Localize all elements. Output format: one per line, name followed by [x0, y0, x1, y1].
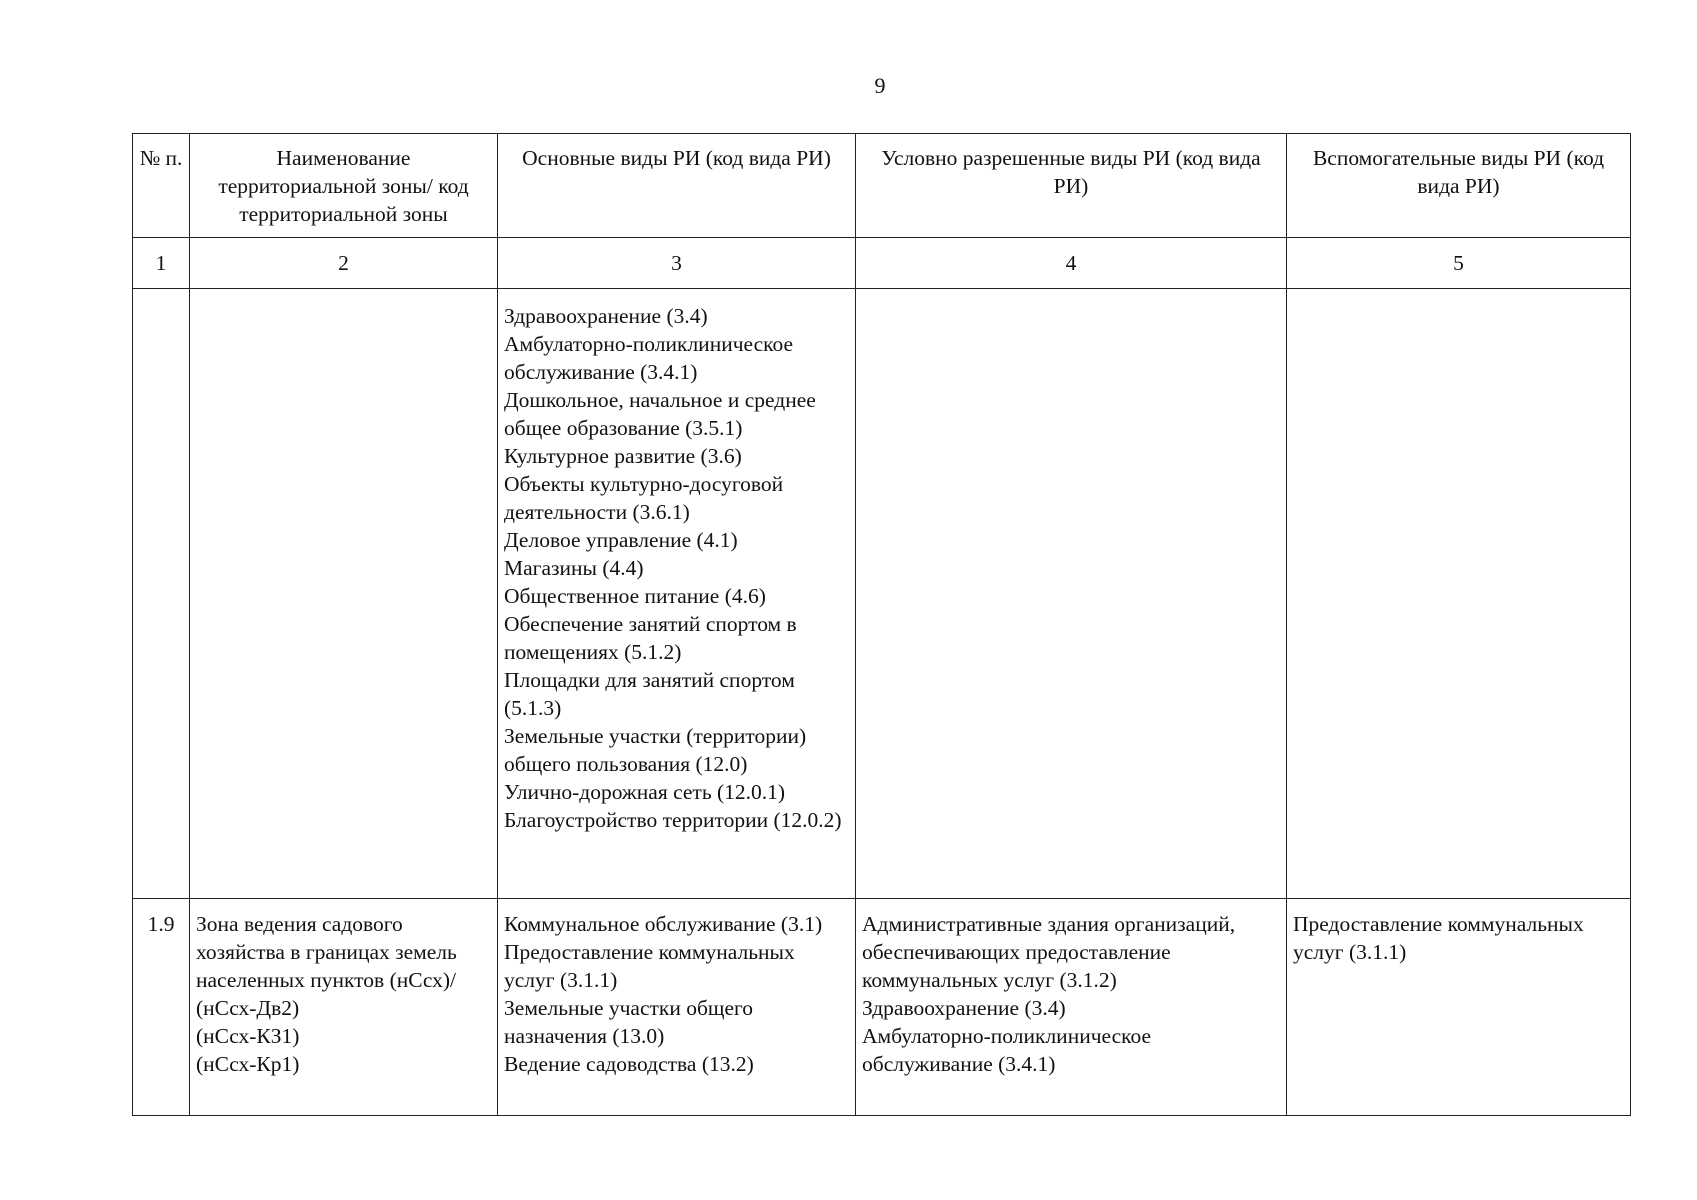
zone-name-cell	[190, 289, 498, 899]
zone-code: (нСсх-Дв2)	[196, 996, 300, 1020]
column-number: 5	[1287, 238, 1631, 289]
list-item: Административные здания организаций, обеспечивающих предоставление коммунальных услуг (3.1.2)	[862, 912, 1236, 992]
list-item: Площадки для занятий спортом (5.1.3)	[504, 668, 795, 720]
list-item: Предоставление коммунальных услуг (3.1.1)	[504, 940, 795, 992]
column-number-row	[133, 238, 1631, 289]
zone-name: Зона ведения садового хозяйства в границах земель населенных пунктов (нСсх)/	[196, 912, 457, 992]
auxiliary-uses-cell	[1287, 289, 1631, 899]
header-zone-name: Наименование территориальной зоны/ код территориальной зоны	[190, 134, 498, 238]
zone-code: (нСсх-КЗ1)	[196, 1024, 300, 1048]
zone-code: (нСсх-Кр1)	[196, 1052, 300, 1076]
main-uses-cell	[498, 899, 856, 1116]
header-number: № п.	[133, 134, 190, 238]
list-item: Амбулаторно-поликлиническое обслуживание (3.4.1)	[504, 332, 794, 384]
list-item: Благоустройство территории (12.0.2)	[504, 808, 842, 832]
list-item: Амбулаторно-поликлиническое обслуживание (3.4.1)	[862, 1024, 1152, 1076]
list-item: Общественное питание (4.6)	[504, 584, 766, 608]
list-item: Улично-дорожная сеть (12.0.1)	[504, 780, 786, 804]
column-number: 3	[498, 238, 856, 289]
conditional-uses-cell	[856, 289, 1287, 899]
list-item: Магазины (4.4)	[504, 556, 644, 580]
conditional-uses-cell	[856, 899, 1287, 1116]
column-number: 1	[133, 238, 190, 289]
list-item: Обеспечение занятий спортом в помещениях (5.1.2)	[504, 612, 797, 664]
zoning-table	[132, 133, 1631, 1116]
table-header-row	[133, 134, 1631, 238]
list-item: Деловое управление (4.1)	[504, 528, 738, 552]
list-item: Предоставление коммунальных услуг (3.1.1)	[1293, 912, 1584, 964]
row-number: 1.9	[133, 899, 190, 1116]
header-conditional-uses: Условно разрешенные виды РИ (код вида РИ)	[856, 134, 1287, 238]
list-item: Коммунальное обслуживание (3.1)	[504, 912, 823, 936]
header-auxiliary-uses: Вспомогательные виды РИ (код вида РИ)	[1287, 134, 1631, 238]
column-number: 4	[856, 238, 1287, 289]
header-main-uses: Основные виды РИ (код вида РИ)	[498, 134, 856, 238]
page-number: 9	[874, 73, 886, 98]
list-item: Здравоохранение (3.4)	[862, 996, 1066, 1020]
list-item: Здравоохранение (3.4)	[504, 304, 708, 328]
auxiliary-uses-cell	[1287, 899, 1631, 1116]
table-row	[133, 289, 1631, 899]
row-number	[133, 289, 190, 899]
list-item: Объекты культурно-досуговой деятельности (3.6.1)	[504, 472, 784, 524]
list-item: Земельные участки (территории) общего пользования (12.0)	[504, 724, 807, 776]
list-item: Земельные участки общего назначения (13.0)	[504, 996, 754, 1048]
table-row	[133, 899, 1631, 1116]
main-uses-cell	[498, 289, 856, 899]
list-item: Ведение садоводства (13.2)	[504, 1052, 754, 1076]
column-number: 2	[190, 238, 498, 289]
zone-name-cell	[190, 899, 498, 1116]
list-item: Дошкольное, начальное и среднее общее образование (3.5.1)	[504, 388, 816, 440]
list-item: Культурное развитие (3.6)	[504, 444, 742, 468]
